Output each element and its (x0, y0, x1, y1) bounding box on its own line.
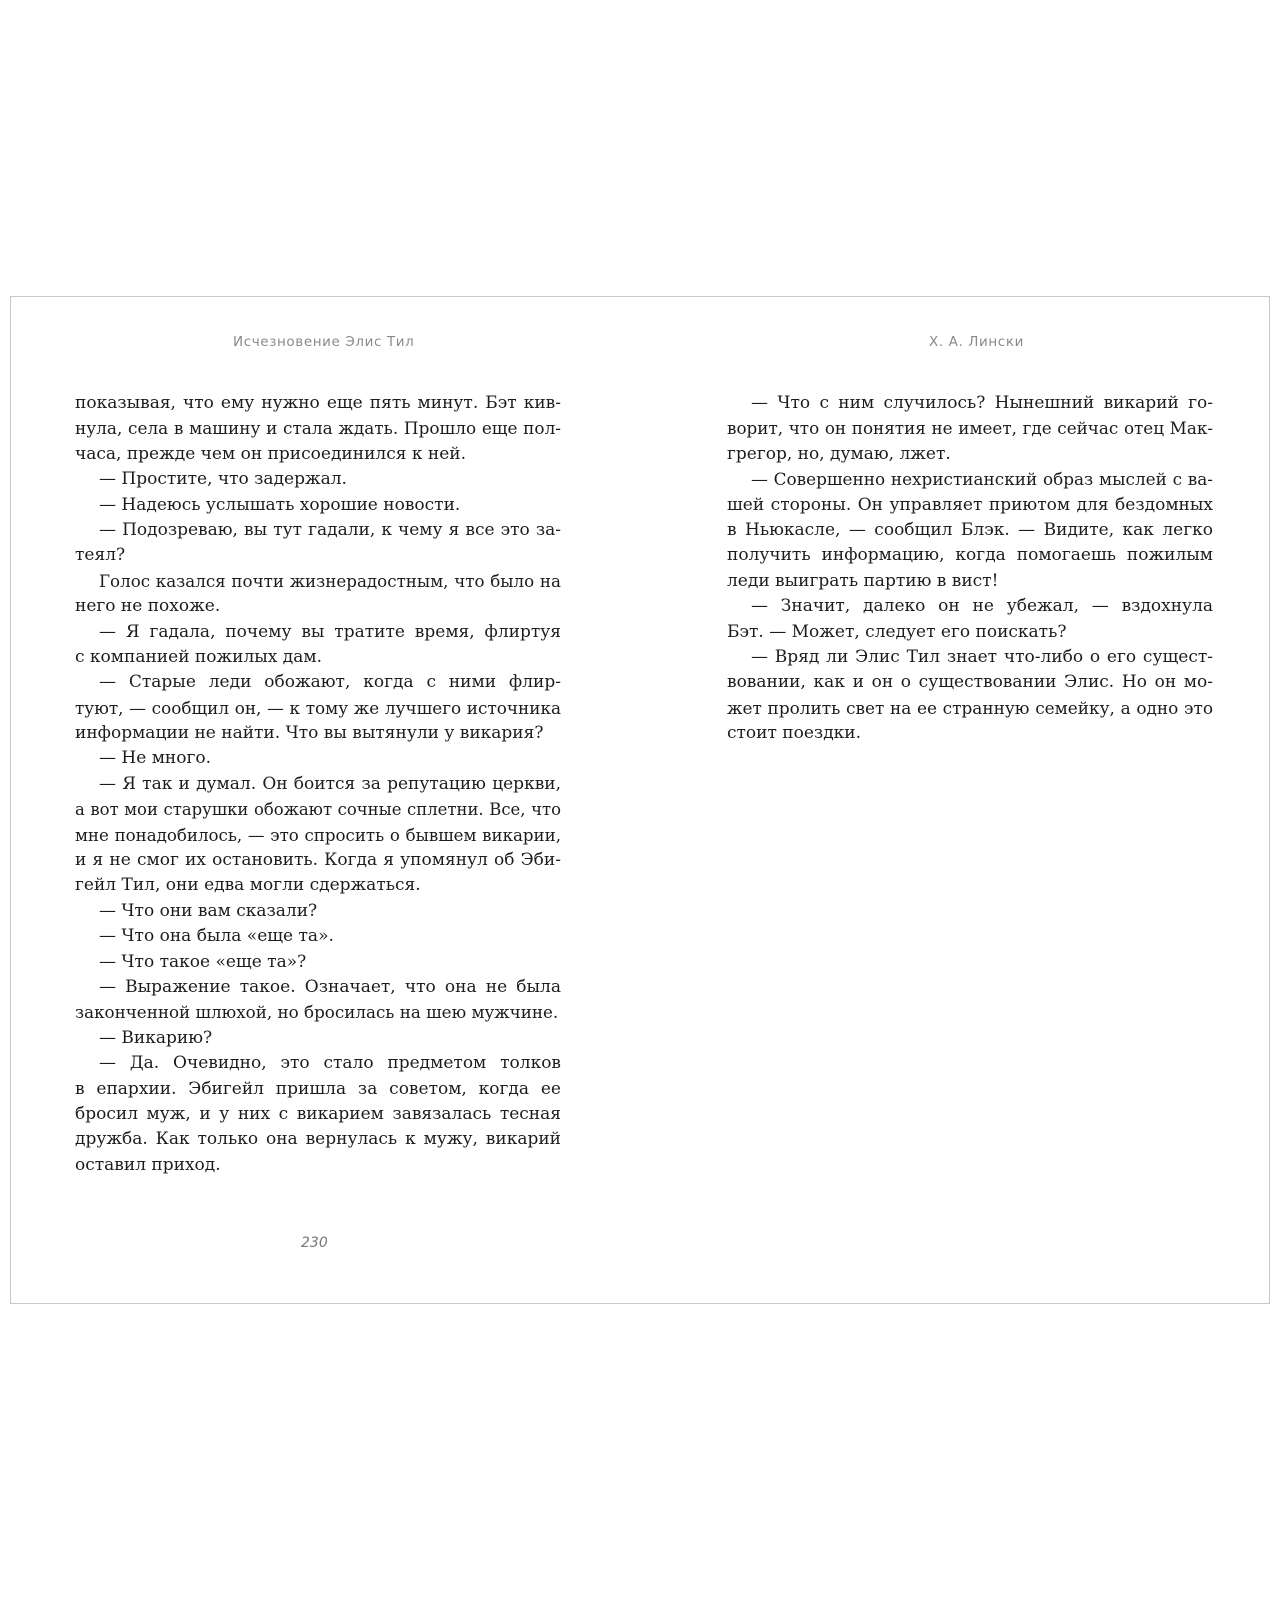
text-line: стоит поездки. (727, 723, 862, 744)
text-line: — Я гадала, почему вы тратите время, флиртуя (99, 621, 561, 642)
running-head-title: Исчезновение Элис Тил (233, 334, 415, 350)
text-line: законченной шлюхой, но бросилась на шею мужчине. (75, 1002, 559, 1023)
text-line: получить информацию, когда помогаешь пожилым (727, 545, 1213, 566)
right-page (641, 297, 1271, 1303)
text-line: — Я так и думал. Он боится за репутацию церкви, (99, 773, 561, 794)
text-line: — Что она была «еще та». (99, 926, 334, 947)
text-line: бросил муж, и у них с викарием завязалась тесная (75, 1103, 561, 1124)
text-line: мне понадобилось, — это спросить о бывшем викарии, (75, 825, 561, 845)
text-line: информации не найти. Что вы вытянули у викария? (75, 723, 544, 744)
text-line: — Старые леди обожают, когда с ними флир- (99, 672, 561, 693)
text-line: а вот мои старушки обожают сочные сплетни. Все, что (75, 800, 561, 820)
text-line: — Подозреваю, вы тут гадали, к чему я все это за- (99, 519, 561, 540)
text-line: часа, прежде чем он присоединился к ней. (75, 443, 466, 464)
text-line: — Выражение такое. Означает, что она не была (99, 976, 561, 997)
right-text-block (727, 391, 1213, 746)
text-line: Бэт. — Может, следует его поискать? (727, 621, 1067, 642)
text-line: показывая, что ему нужно еще пять минут. Бэт кив- (75, 393, 561, 413)
text-line: гейл Тил, они едва могли сдержаться. (75, 875, 421, 896)
text-line: — Надеюсь услышать хорошие новости. (99, 494, 461, 515)
text-line: ворит, что он понятия не имеет, где сейчас отец Мак- (727, 418, 1213, 439)
text-line: — Значит, далеко он не убежал, — вздохнула (751, 596, 1213, 617)
text-line: туют, — сообщил он, — к тому же лучшего источника (75, 697, 561, 718)
text-line: — Совершенно нехристианский образ мыслей с ва- (751, 469, 1213, 490)
page-number: 230 (301, 1235, 328, 1251)
text-line: Голос казался почти жизнерадостным, что было на (99, 570, 561, 591)
book-spread (10, 296, 1270, 1304)
text-line: с компанией пожилых дам. (75, 646, 323, 667)
text-line: — Что такое «еще та»? (99, 951, 307, 972)
text-line: — Не много. (99, 748, 212, 769)
text-line: в Ньюкасле, — сообщил Блэк. — Видите, как легко (727, 519, 1213, 540)
text-line: шей стороны. Он управляет приютом для бездомных (727, 494, 1213, 515)
text-line: и я не смог их остановить. Когда я упомянул об Эби- (75, 850, 561, 871)
running-head-author: Х. А. Лински (929, 334, 1024, 350)
text-line: — Что с ним случилось? Нынешний викарий го- (751, 393, 1213, 413)
text-line: — Простите, что задержал. (99, 469, 347, 490)
text-line: в епархии. Эбигейл пришла за советом, когда ее (75, 1078, 561, 1099)
text-line: него не похоже. (75, 596, 221, 617)
text-line: нула, села в машину и стала ждать. Прошло еще пол- (75, 418, 561, 439)
left-text-block (75, 391, 561, 1178)
text-line: — Что они вам сказали? (99, 900, 318, 921)
text-line: — Вряд ли Элис Тил знает что-либо о его сущест- (751, 646, 1213, 667)
text-line: дружба. Как только она вернулась к мужу, викарий (75, 1129, 561, 1150)
text-line: вовании, как и он о существовании Элис. Но он мо- (727, 672, 1213, 693)
text-line: — Да. Очевидно, это стало предметом толков (99, 1053, 561, 1074)
text-line: грегор, но, думаю, лжет. (727, 443, 951, 464)
left-page (11, 297, 641, 1303)
text-line: леди выиграть партию в вист! (727, 570, 999, 591)
text-line: жет пролить свет на ее странную семейку, а одно это (727, 697, 1213, 718)
text-line: оставил приход. (75, 1154, 221, 1175)
text-line: — Викарию? (99, 1027, 213, 1048)
text-line: теял? (75, 545, 126, 566)
